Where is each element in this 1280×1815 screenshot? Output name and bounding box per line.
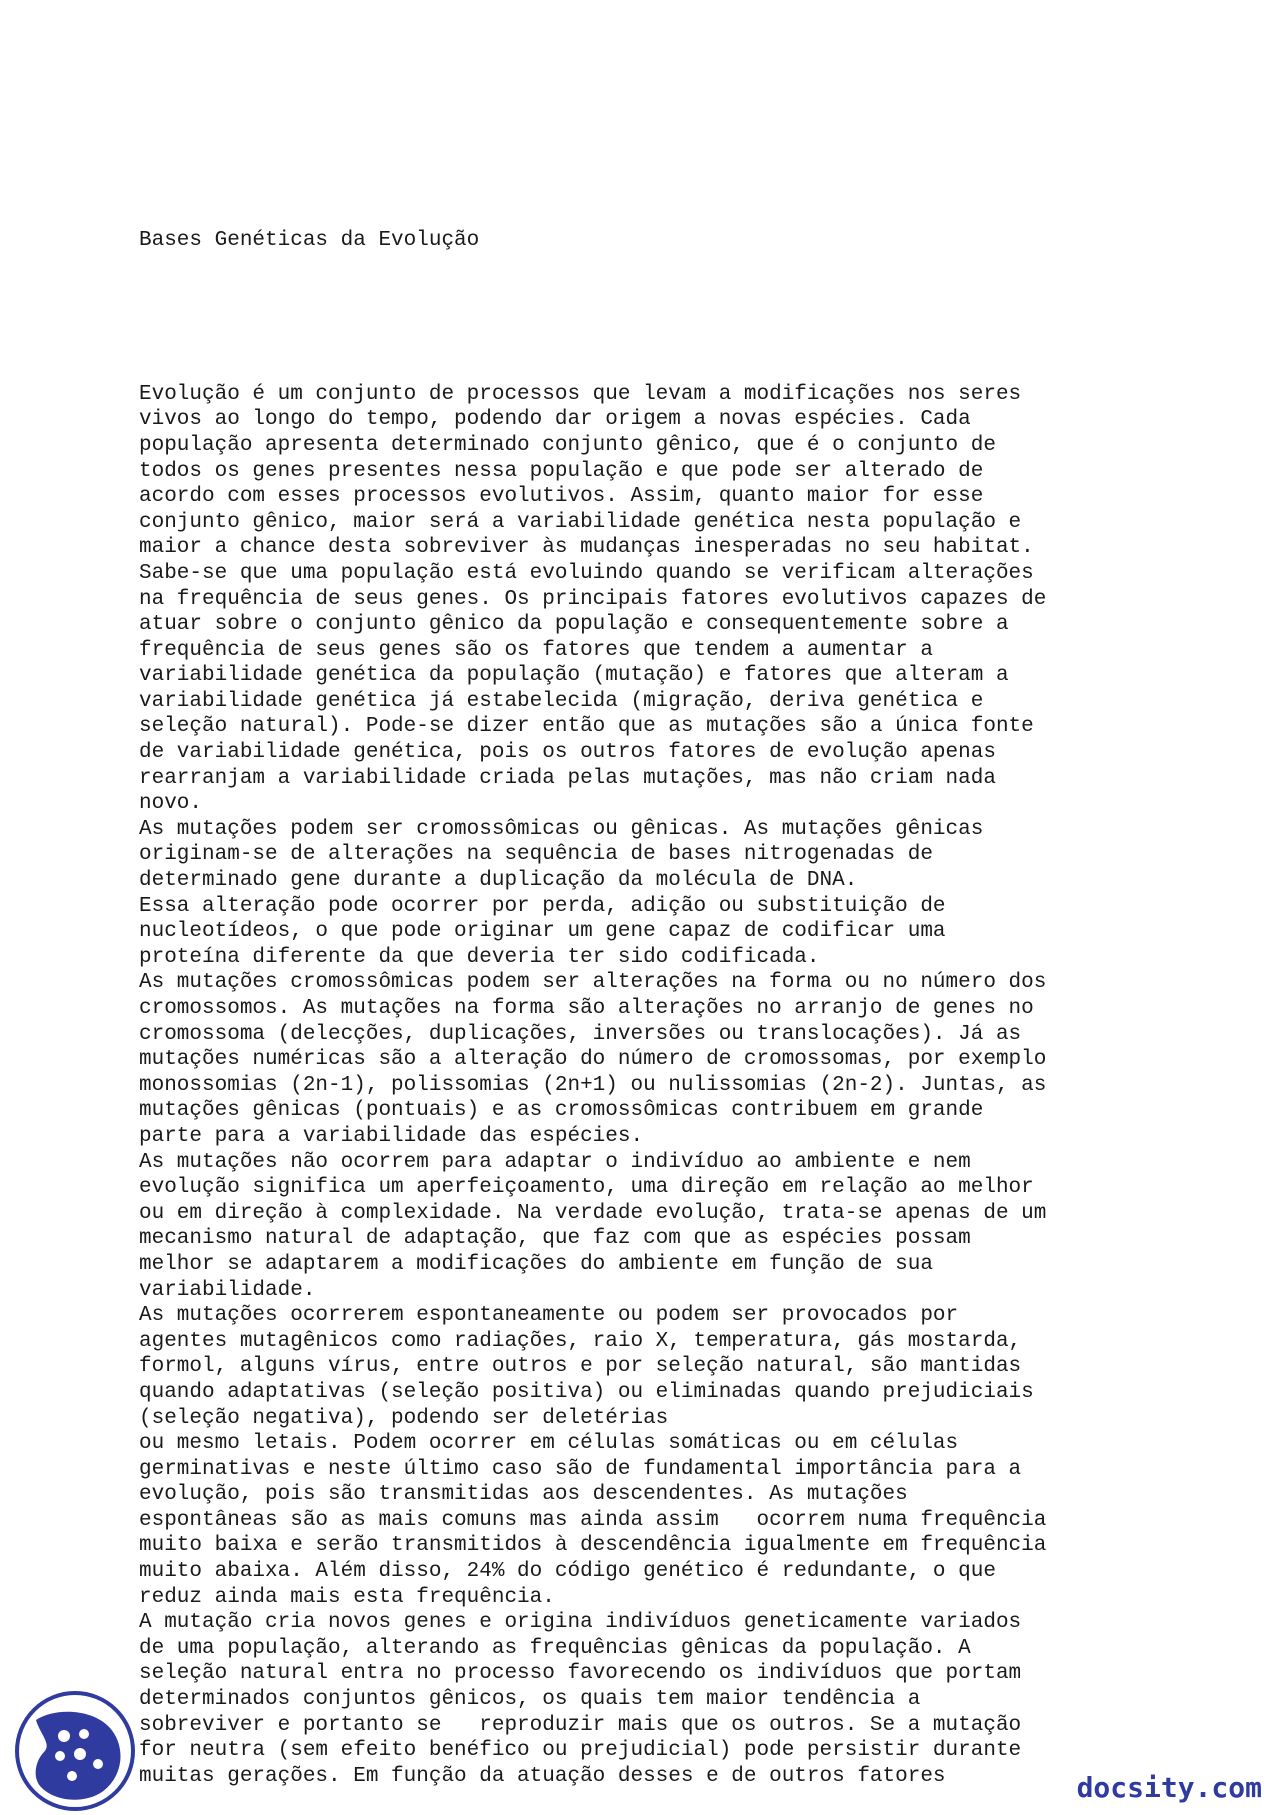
text-line: for neutra (sem efeito benéfico ou prejudicial) pode persistir durante [139, 1739, 1022, 1763]
text-line: mecanismo natural de adaptação, que faz com que as espécies possam [139, 1227, 971, 1251]
text-line: muitas gerações. Em função da atuação desses e de outros fatores [139, 1764, 946, 1788]
text-line: As mutações cromossômicas podem ser alterações na forma ou no número dos [139, 971, 1047, 995]
text-line: formol, alguns vírus, entre outros e por seleção natural, são mantidas [139, 1355, 1022, 1379]
text-line: A mutação cria novos genes e origina indivíduos geneticamente variados [139, 1611, 1022, 1635]
text-line: Essa alteração pode ocorrer por perda, adição ou substituição de [139, 894, 946, 918]
docsity-brand-link[interactable]: docsity.com [1076, 1771, 1262, 1804]
text-line: As mutações não ocorrem para adaptar o indivíduo ao ambiente e nem [139, 1150, 971, 1174]
text-line: atuar sobre o conjunto gênico da população e consequentemente sobre a [139, 613, 1009, 637]
document-title: Bases Genéticas da Evolução [139, 229, 480, 253]
text-line: reduz ainda mais esta frequência. [139, 1585, 555, 1609]
text-line: seleção natural). Pode-se dizer então que as mutações são a única fonte [139, 715, 1034, 739]
text-line: maior a chance desta sobreviver às mudanças inesperadas no seu habitat. [139, 536, 1034, 560]
text-line: parte para a variabilidade das espécies. [139, 1124, 644, 1148]
text-line: mutações gênicas (pontuais) e as cromossômicas contribuem em grande [139, 1099, 984, 1123]
text-line: determinados conjuntos gênicos, os quais tem maior tendência a [139, 1688, 921, 1712]
text-line: agentes mutagênicos como radiações, raio X, temperatura, gás mostarda, [139, 1329, 1022, 1353]
text-line: variabilidade genética da população (mutação) e fatores que alteram a [139, 664, 1009, 688]
text-line: na frequência de seus genes. Os principais fatores evolutivos capazes de [139, 587, 1047, 611]
text-line: espontâneas são as mais comuns mas ainda assim ocorrem numa frequência [139, 1508, 1047, 1532]
text-line: conjunto gênico, maior será a variabilidade genética nesta população e [139, 510, 1022, 534]
text-line: evolução significa um aperfeiçoamento, uma direção em relação ao melhor [139, 1176, 1034, 1200]
text-line: variabilidade genética já estabelecida (migração, deriva genética e [139, 689, 984, 713]
document-lines [139, 382, 1159, 1790]
text-line: muito baixa e serão transmitidos à descendência igualmente em frequência [139, 1534, 1047, 1558]
text-line: população apresenta determinado conjunto gênico, que é o conjunto de [139, 433, 996, 457]
text-line: ou mesmo letais. Podem ocorrer em células somáticas ou em células [139, 1432, 959, 1456]
text-line: de uma população, alterando as frequências gênicas da população. A [139, 1636, 971, 1660]
text-line: acordo com esses processos evolutivos. Assim, quanto maior for esse [139, 485, 984, 509]
text-line: determinado gene durante a duplicação da molécula de DNA. [139, 869, 858, 893]
text-line: (seleção negativa), podendo ser deletérias [139, 1406, 669, 1430]
text-line: todos os genes presentes nessa população e que pode ser alterado de [139, 459, 984, 483]
text-line: de variabilidade genética, pois os outros fatores de evolução apenas [139, 741, 996, 765]
text-line: proteína diferente da que deveria ter sido codificada. [139, 945, 820, 969]
text-line: melhor se adaptarem a modificações do ambiente em função de sua [139, 1252, 933, 1276]
text-line: monossomias (2n-1), polissomias (2n+1) ou nulissomias (2n-2). Juntas, as [139, 1073, 1047, 1097]
text-line: seleção natural entra no processo favorecendo os indivíduos que portam [139, 1662, 1022, 1686]
text-line: frequência de seus genes são os fatores que tendem a aumentar a [139, 638, 933, 662]
docsity-logo-icon[interactable] [14, 1690, 136, 1812]
text-line: rearranjam a variabilidade criada pelas mutações, mas não criam nada [139, 766, 996, 790]
text-line: Evolução é um conjunto de processos que levam a modificações nos seres [139, 382, 1022, 406]
text-line: vivos ao longo do tempo, podendo dar origem a novas espécies. Cada [139, 408, 971, 432]
text-line: As mutações podem ser cromossômicas ou gênicas. As mutações gênicas [139, 817, 984, 841]
text-line: mutações numéricas são a alteração do número de cromossomas, por exemplo [139, 1048, 1047, 1072]
text-line: germinativas e neste último caso são de fundamental importância para a [139, 1457, 1022, 1481]
text-line: cromossoma (delecções, duplicações, inversões ou translocações). Já as [139, 1022, 1022, 1046]
text-line: novo. [139, 792, 203, 816]
text-line: nucleotídeos, o que pode originar um gene capaz de codificar uma [139, 920, 946, 944]
document-body [139, 177, 1159, 1815]
text-line: originam-se de alterações na sequência de bases nitrogenadas de [139, 843, 933, 867]
text-line: As mutações ocorrerem espontaneamente ou podem ser provocados por [139, 1304, 959, 1328]
text-line: variabilidade. [139, 1278, 316, 1302]
text-line: quando adaptativas (seleção positiva) ou eliminadas quando prejudiciais [139, 1380, 1034, 1404]
text-line: muito abaixa. Além disso, 24% do código genético é redundante, o que [139, 1560, 996, 1584]
text-line: evolução, pois são transmitidas aos descendentes. As mutações [139, 1483, 908, 1507]
text-line: sobreviver e portanto se reproduzir mais que os outros. Se a mutação [139, 1713, 1022, 1737]
text-line: ou em direção à complexidade. Na verdade evolução, trata-se apenas de um [139, 1201, 1047, 1225]
blank-line [139, 305, 1159, 331]
text-line: cromossomos. As mutações na forma são alterações no arranjo de genes no [139, 997, 1034, 1020]
text-line: Sabe-se que uma população está evoluindo quando se verificam alterações [139, 561, 1034, 585]
